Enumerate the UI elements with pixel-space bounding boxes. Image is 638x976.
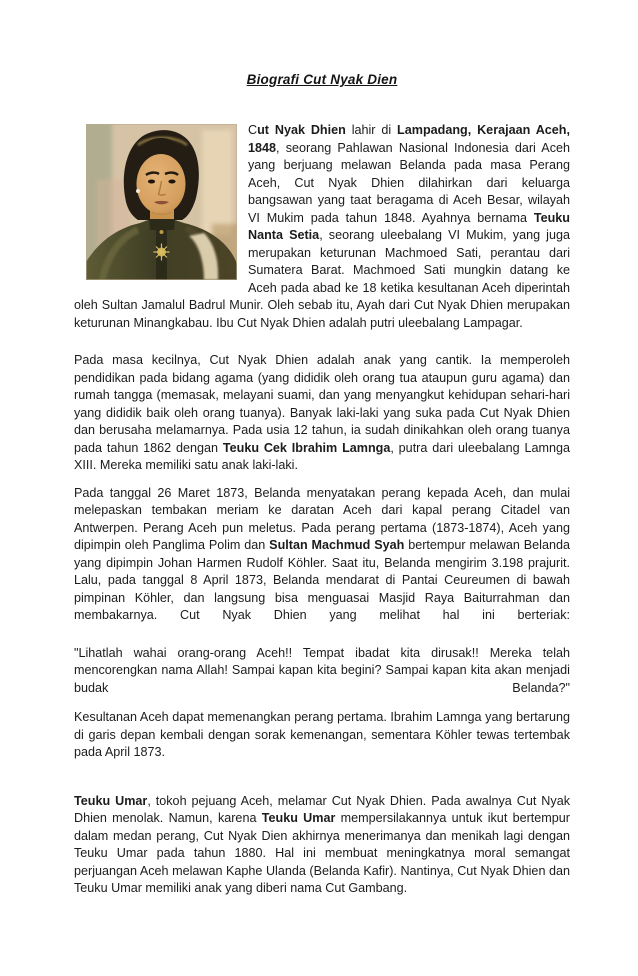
paragraph-birth-origin: Cut Nyak Dhien lahir di Lampadang, Kerajaan Aceh, 1848, seorang Pahlawan Nasional Indonesia dari Aceh yang berjuang melawan Belanda pada masa Perang Aceh, Cut Nyak Dhien dilahirkan dari keluarga bangsawan yang taat beragama di Aceh Besar, wilayah VI Mukim pada tahun 1848. Ayahnya bernama Teuku Nanta Setia, seorang uleebalang VI Mukim, yang juga merupakan keturunan Machmoed Sati, perantau dari Sumatera Barat. Machmoed Sati mungkin datang ke Aceh pada abad ke 18 ketika kesultanan Aceh diperintah oleh Sultan Jamalul Badrul Munir. Oleh sebab itu, Ayah dari Cut Nyak Dhien merupakan keturunan Minangkabau. Ibu Cut Nyak Dhien adalah putri uleebalang Lampagar.	[74, 123, 570, 330]
document-body	[74, 122, 570, 898]
page-title-text: Biografi Cut Nyak Dien	[246, 72, 398, 87]
page-title	[74, 72, 570, 87]
portrait-painting	[86, 124, 237, 280]
paragraph-war-declaration: Pada tanggal 26 Maret 1873, Belanda menyatakan perang kepada Aceh, dan mulai melepaskan tembakan meriam ke daratan Aceh dari kapal perang Citadel van Antwerpen. Perang Aceh pun meletus. Pada perang pertama (1873-1874), Aceh yang dipimpin oleh Panglima Polim dan Sultan Machmud Syah bertempur melawan Belanda yang dipimpin Johan Harmen Rudolf Köhler. Saat itu, Belanda mengirim 3.198 prajurit. Lalu, pada tanggal 8 April 1873, Belanda mendarat di Pantai Ceureumen di bawah pimpinan Köhler, dan langsung bisa menguasai Masjid Raya Baiturrahman dan membakarnya. Cut Nyak Dhien yang melihat hal ini berteriak:	[74, 485, 570, 622]
paragraph-childhood-marriage: Pada masa kecilnya, Cut Nyak Dhien adalah anak yang cantik. Ia memperoleh pendidikan pada bidang agama (yang dididik oleh orang tua ataupun guru agama) dan rumah tangga (memasak, melayani suami, dan yang menyangkut kehidupan sehari-hari yang dididik baik oleh orang tuanya). Banyak laki-laki yang suka pada Cut Nyak Dhien dan berusaha melamarnya. Pada usia 12 tahun, ia sudah dinikahkan oleh orang tuanya pada tahun 1862 dengan Teuku Cek Ibrahim Lamnga, putra dari uleebalang Lamnga XIII. Mereka memiliki satu anak laki-laki.	[74, 353, 570, 472]
portrait-image-cut-nyak-dhien	[86, 124, 237, 280]
paragraph-first-war-victory: Kesultanan Aceh dapat memenangkan perang pertama. Ibrahim Lamnga yang bertarung di garis depan kembali dengan sorak kemenangan, sementara Köhler tewas tertembak pada April 1873.	[74, 710, 570, 759]
paragraph-quote: "Lihatlah wahai orang-orang Aceh!! Tempat ibadat kita dirusak!! Mereka telah mencorengkan nama Allah! Sampai kapan kita begini? Sampai kapan kita akan menjadi budak Belanda?"	[74, 645, 570, 695]
paragraph-teuku-umar: Teuku Umar, tokoh pejuang Aceh, melamar Cut Nyak Dhien. Pada awalnya Cut Nyak Dhien menolak. Namun, karena Teuku Umar mempersilakannya untuk ikut bertempur dalam medan perang, Cut Nyak Dien akhirnya menerimanya dan menikah lagi dengan Teuku Umar pada tahun 1880. Hal ini membuat meningkatnya moral semangat perjuangan Aceh melawan Kaphe Ulanda (Belanda Kafir). Nantinya, Cut Nyak Dhien dan Teuku Umar memiliki anak yang diberi nama Cut Gambang.	[74, 793, 570, 895]
